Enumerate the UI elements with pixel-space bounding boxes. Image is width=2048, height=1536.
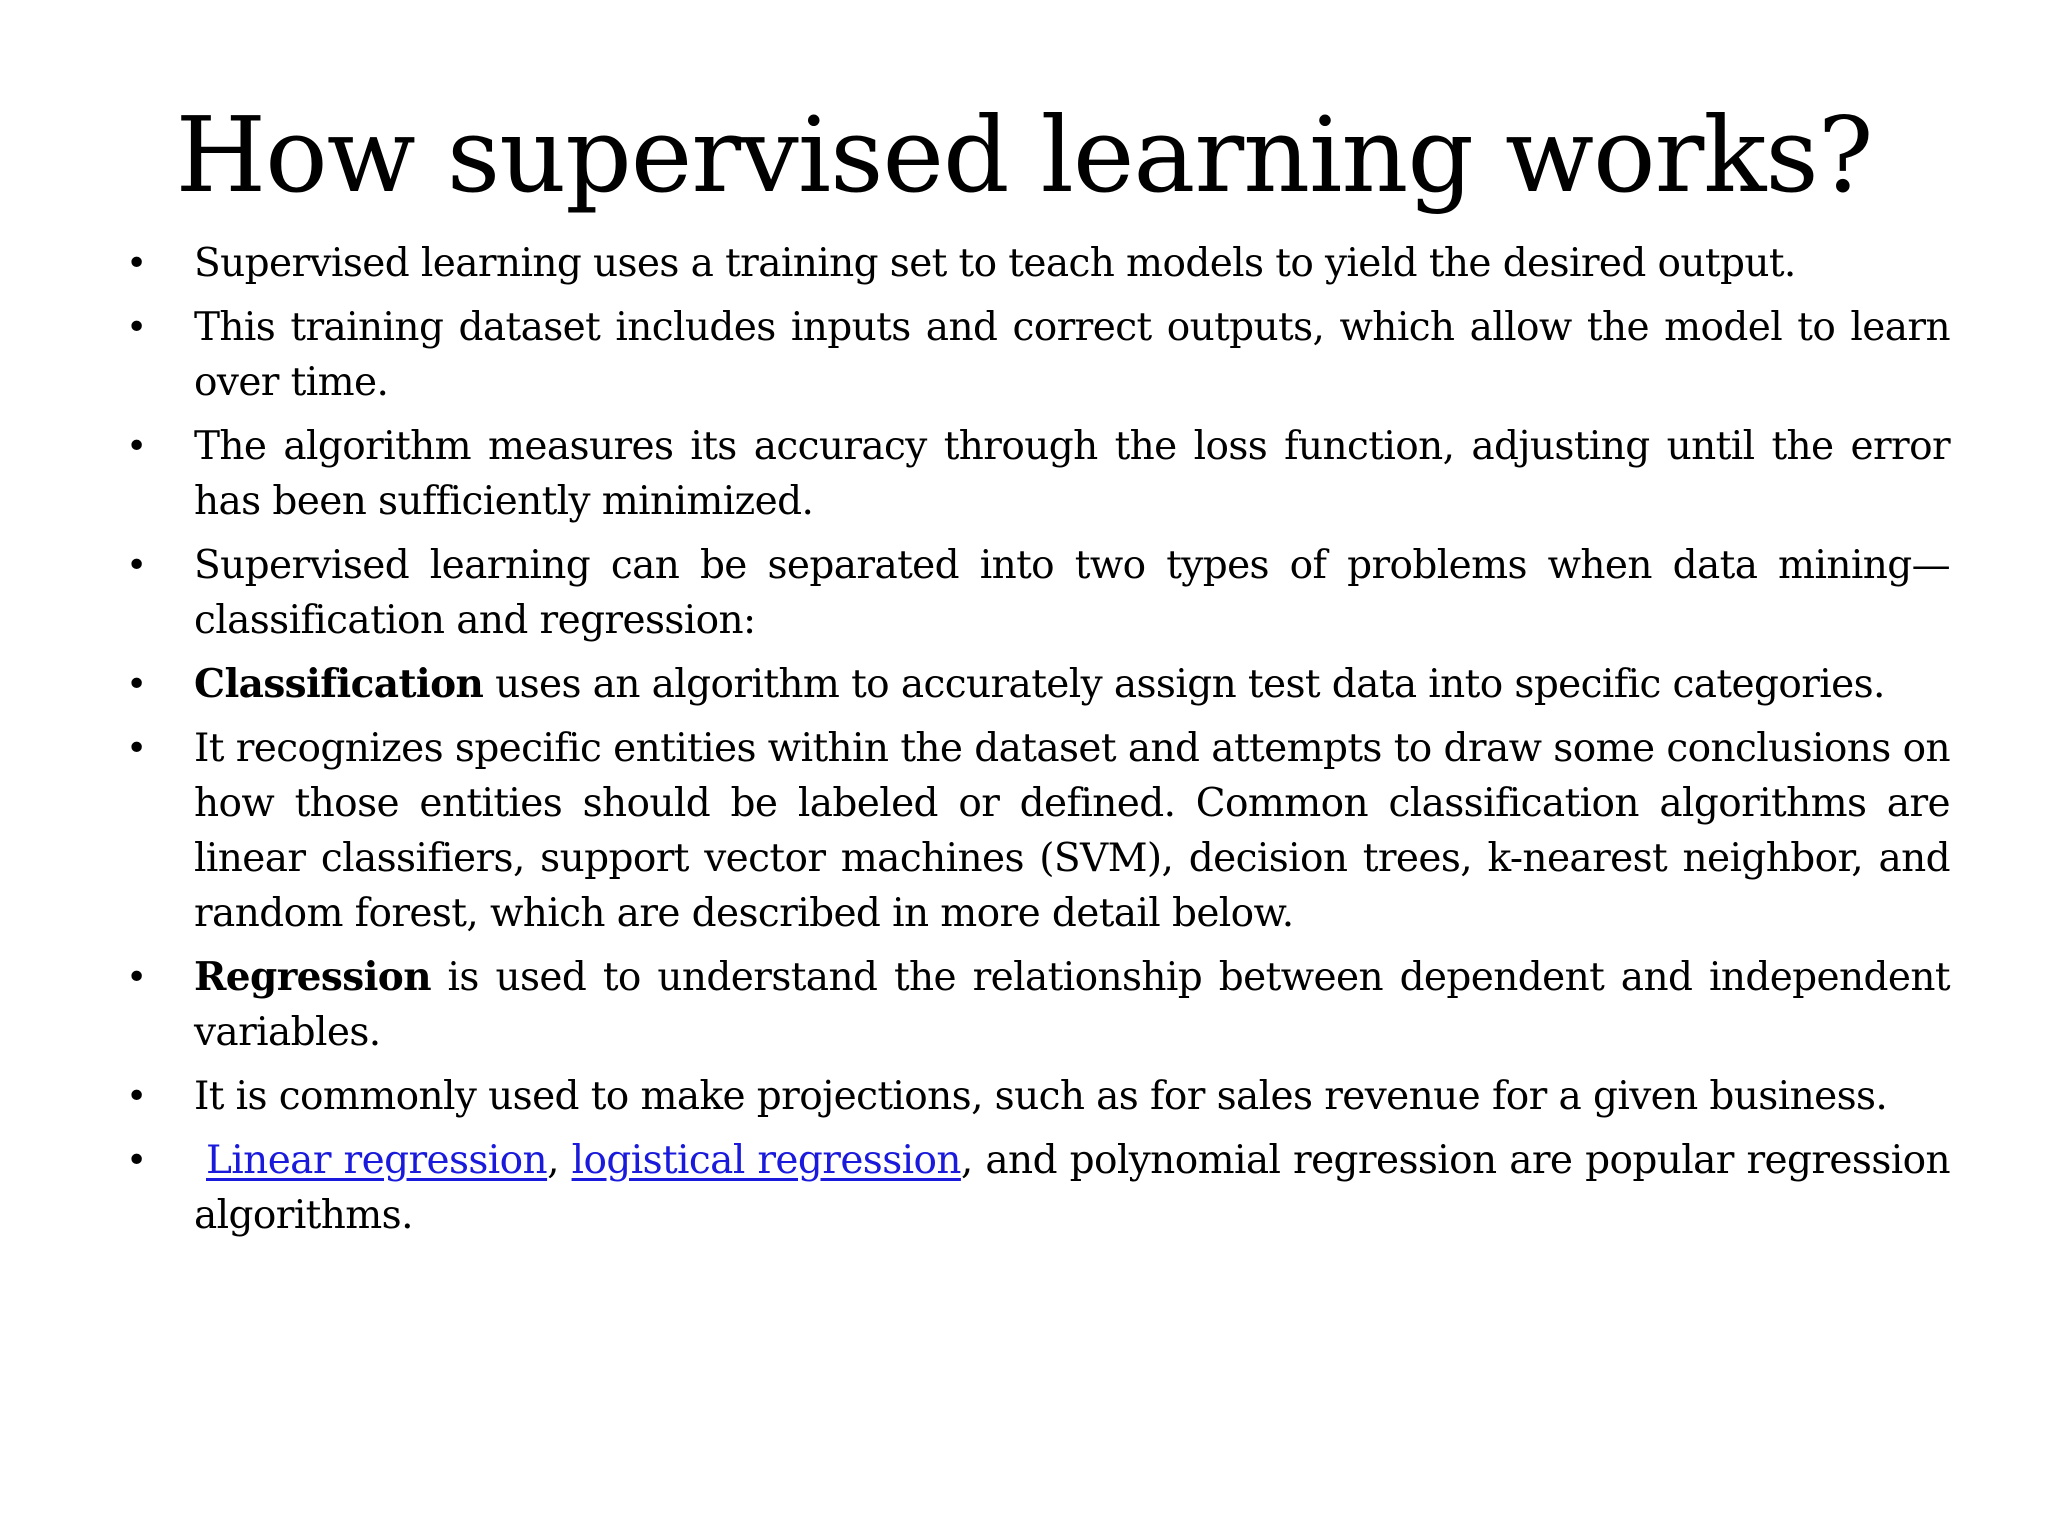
bullet-text: Supervised learning uses a training set to teach models to yield the desired output. [194,241,1796,286]
bullet-dot-icon: • [126,664,147,705]
bullet-text: is used to understand the relationship between dependent and independent variables. [194,955,1950,1055]
bullet-dot-icon: • [126,545,147,586]
bullet-item [120,419,1950,529]
link-linear-regression[interactable]: Linear regression [206,1138,548,1183]
bullet-text: It is commonly used to make projections, such as for sales revenue for a given business. [194,1074,1888,1119]
link-separator: , [547,1138,572,1183]
link-logistical-regression[interactable]: logistical regression [571,1138,961,1183]
bullet-item-regression [120,950,1950,1060]
bullet-text: , and polynomial regression are popular regression algorithms. [194,1138,1951,1238]
bullet-item [120,236,1950,291]
bullet-text: uses an algorithm to accurately assign test data into specific categories. [483,662,1885,707]
bullet-item [120,300,1950,410]
bullet-dot-icon: • [126,426,147,467]
term-regression: Regression [194,954,431,1000]
bullet-text: Supervised learning can be separated into two types of problems when data mining—classification and regression: [194,543,1950,643]
bullet-dot-icon: • [126,307,147,348]
bullet-dot-icon: • [126,1076,147,1117]
bullet-item [120,1069,1950,1124]
bullet-list [120,236,1950,1252]
bullet-item-classification [120,657,1950,712]
slide-title: How supervised learning works? [175,94,1873,216]
bullet-item [120,721,1950,941]
term-classification: Classification [194,661,484,707]
bullet-dot-icon: • [126,957,147,998]
bullet-text: This training dataset includes inputs and correct outputs, which allow the model to learn over time. [194,305,1950,405]
bullet-dot-icon: • [126,728,147,769]
bullet-dot-icon: • [126,1140,147,1181]
bullet-item [120,538,1950,648]
bullet-item-regression-algorithms [120,1133,1950,1243]
bullet-text: The algorithm measures its accuracy through the loss function, adjusting until the error has been sufficiently minimized. [194,424,1950,524]
bullet-text: It recognizes specific entities within the dataset and attempts to draw some conclusions on how those entities should be labeled or defined. Common classification algorithms are linear classifiers, support vector machines (SVM), decision trees, k-nearest neighbor, and random forest, which are described in more detail below. [194,726,1950,936]
bullet-dot-icon: • [126,243,147,284]
